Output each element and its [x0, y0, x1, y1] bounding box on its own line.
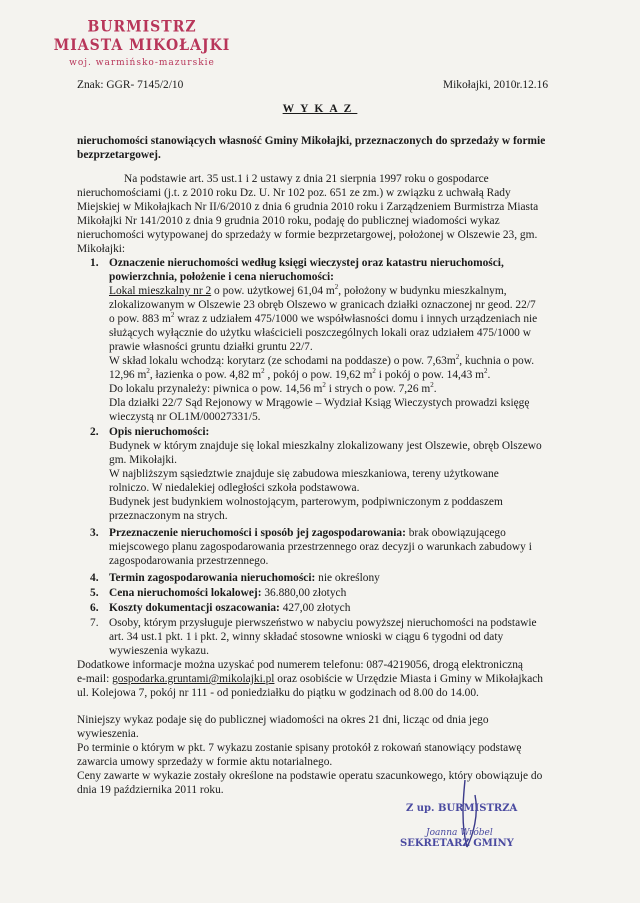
section-heading: Przeznaczenie nieruchomości i sposób jej zagospodarowania: — [109, 527, 406, 539]
signature-line-3: SEKRETARZ GMINY — [400, 838, 514, 849]
info-line: e-mail: gospodarka.gruntami@mikolajki.pl oraz osobiście w Urzędzie Miasta i Gminy w Mikołajkach — [77, 673, 544, 685]
intro-line: nieruchomościami (j.t. z 2010 roku Dz. U. Nr 102 poz. 651 ze zm.) w związku z uchwałą Rady — [77, 187, 511, 199]
document-title: WYKAZ — [282, 103, 358, 115]
section-line: prawie własności gruntu działki gruntu 22/7. — [109, 341, 313, 353]
section-line: zagospodarowania przestrzennego. — [109, 555, 269, 567]
section-line: Budynek jest budynkiem wolnostojącym, parterowym, podpiwniczonym z poddaszem — [109, 496, 503, 508]
section-line: przeznaczonym na strych. — [109, 510, 228, 522]
section-number: 2. — [90, 426, 99, 438]
stamp-line-2: woj. warmińsko-mazurskie — [69, 58, 215, 68]
section-line: wywieszenia wykazu. — [109, 645, 209, 657]
place-date: Mikołajki, 2010r.12.16 — [443, 79, 549, 91]
intro-line: nieruchomości wytypowanej do sprzedaży w formie bezprzetargowej, położonej w Olszewie 23, gm. — [77, 229, 538, 241]
section-line: gm. Mikołajki. — [109, 454, 178, 466]
section-line: rolniczo. W niedalekiej odległości szkoła podstawowa. — [109, 482, 360, 494]
section-line: Do lokalu przynależy: piwnica o pow. 14,56 $m^2$ i strych o pow. 7,26 $m^2$. — [109, 381, 437, 395]
subtitle-line: nieruchomości stanowiących własność Gminy Mikołajki, przeznaczonych do sprzedaży w formie — [77, 135, 546, 147]
section-number: 7. — [90, 617, 99, 629]
section-heading: Opis nieruchomości: — [109, 426, 210, 438]
section-number: 6. — [90, 602, 99, 614]
price-value: 36.880,00 złotych — [261, 587, 347, 599]
office-stamp — [52, 17, 232, 68]
intro-line: Miejskiej w Mikołajkach Nr II/6/2010 z dnia 6 grudnia 2010 roku i Zarządzeniem Burmistrza Miasta — [77, 201, 539, 213]
section-line: Termin zagospodarowania nieruchomości: nie określony — [109, 572, 380, 584]
section-line: Osoby, którym przysługuje pierwszeństwo w nabyciu powyższej nieruchomości na podstawie — [109, 617, 537, 629]
cost-value: 427,00 złotych — [279, 602, 351, 614]
section-number: 1. — [90, 257, 99, 269]
section-line: zlokalizowanym w Olszewie 23 obręb Olszewo w granicach działki oznaczonej nr geod. 22/7 — [109, 299, 536, 311]
section-heading: powierzchnia, położenie i cena nieruchomości: — [109, 271, 334, 283]
info-line: ul. Kolejowa 7, pokój nr 111 - od poniedziałku do piątku w godzinach od 8.00 do 14.00. — [77, 687, 479, 699]
closing-line: zawarcia umowy sprzedaży w formie aktu notarialnego. — [77, 756, 333, 768]
section-number: 5. — [90, 587, 99, 599]
section-heading: Termin zagospodarowania nieruchomości: — [109, 572, 316, 584]
signature-line-1: Z up. BURMISTRZA — [406, 803, 518, 814]
section-line: wieczystą nr OL1M/00027331/5. — [109, 411, 261, 423]
section-number: 3. — [90, 527, 99, 539]
section-line: W najbliższym sąsiedztwie znajduje się zabudowa mieszkaniowa, tereny użytkowane — [109, 468, 499, 480]
section-line: Dla działki 22/7 Sąd Rejonowy w Mrągowie – Wydział Ksiąg Wieczystych prowadzi księgę — [109, 397, 530, 409]
section-line: miejscowego planu zagospodarowania przestrzennego oraz decyzji o warunkach zabudowy i — [109, 541, 532, 553]
email-link[interactable]: gospodarka.gruntami@mikolajki.pl — [112, 673, 275, 685]
section-line: 12,96 $m^2$, łazienka o pow. 4,82 $m^2$ , pokój o pow. 19,62 $m^2$ i pokój o pow. 14,43 $m^2$. — [109, 367, 491, 381]
intro-line: Mikołajki: — [77, 243, 126, 255]
closing-line: dnia 19 października 2011 roku. — [77, 784, 224, 796]
lokal-label: Lokal mieszkalny nr 2 — [109, 285, 212, 297]
subtitle-line: bezprzetargowej. — [77, 149, 161, 161]
section-line: Przeznaczenie nieruchomości i sposób jej zagospodarowania: brak obowiązującego — [109, 527, 506, 539]
section-heading: Koszty dokumentacji oszacowania: — [109, 602, 280, 614]
intro-line: Mikołajki Nr 141/2010 z dnia 9 grudnia 2010 roku, podaję do publicznej wiadomości wykaz — [77, 215, 500, 227]
closing-line: Ceny zawarte w wykazie zostały określone na podstawie operatu szacunkowego, który obowiązuje do — [77, 770, 543, 782]
section-heading: Cena nieruchomości lokalowej: — [109, 587, 262, 599]
section-line: Lokal mieszkalny nr 2 o pow. użytkowej 61,04 $m^2$, położony w budynku mieszkalnym, — [109, 283, 507, 297]
signature-line-2: Joanna Wróbel — [426, 828, 493, 838]
closing-line: Po terminie o którym w pkt. 7 wykazu zostanie spisany protokół z rokowań stanowiący podstawę — [77, 742, 522, 754]
section-line: Budynek w którym znajduje się lokal mieszkalny zlokalizowany jest Olszewie, obręb Olszewo — [109, 440, 542, 452]
section-line: o pow. 883 $m^2$ wraz z udziałem 475/1000 we współwłasności domu i innych urządzeniach nie — [109, 311, 538, 325]
section-line: art. 34 ust.1 pkt. 1 i pkt. 2, winny składać stosowne wnioski w ciągu 6 tygodni od daty — [109, 631, 504, 643]
closing-line: wywieszenia. — [77, 728, 139, 740]
stamp-line-1: BURMISTRZ MIASTA MIKOŁAJKI — [53, 17, 231, 55]
section-line — [109, 587, 346, 601]
section-line: W skład lokalu wchodzą: korytarz (ze schodami na poddasze) o pow. $7,63m^2$, kuchnia o pow. — [109, 353, 535, 367]
section-line — [109, 602, 350, 616]
section-number: 4. — [90, 572, 99, 584]
reference-number: Znak: GGR- 7145/2/10 — [77, 79, 184, 91]
section-heading: Oznaczenie nieruchomości według księgi wieczystej oraz katastru nieruchomości, — [109, 257, 504, 269]
closing-line: Niniejszy wykaz podaje się do publicznej wiadomości na okres 21 dni, licząc od dnia jego — [77, 714, 489, 726]
section-line: służących wyłącznie do użytku właścicieli poszczególnych lokali oraz udziałem 475/1000 w — [109, 327, 531, 339]
intro-line: Na podstawie art. 35 ust.1 i 2 ustawy z dnia 21 sierpnia 1997 roku o gospodarce — [124, 173, 489, 185]
info-line: Dodatkowe informacje można uzyskać pod numerem telefonu: 087-4219056, drogą elektroniczną — [77, 659, 523, 671]
